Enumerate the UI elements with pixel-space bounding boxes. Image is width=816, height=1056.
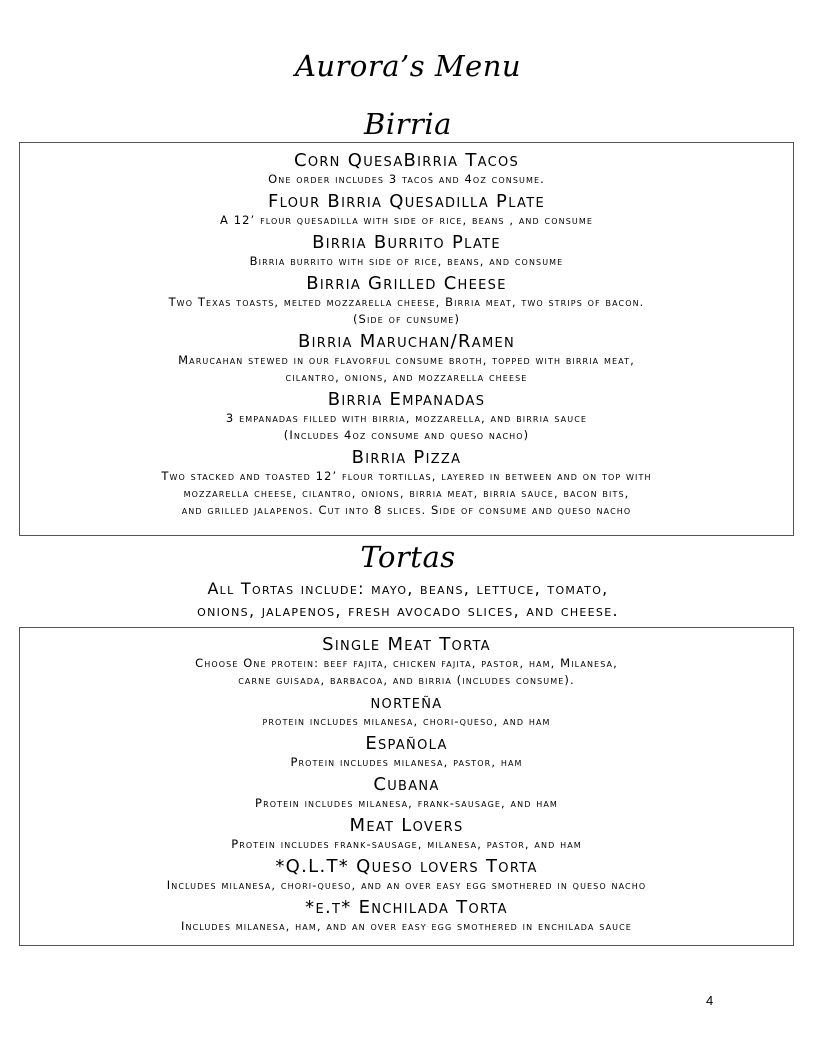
description-line: Birria burrito with side of rice, beans, and consume xyxy=(249,254,564,268)
item-name: Corn QuesaBirria Tacos xyxy=(293,150,520,171)
item-description xyxy=(20,253,793,270)
item-description xyxy=(20,410,793,444)
item-description xyxy=(20,171,793,188)
intro-line: All Tortas include: mayo, beans, lettuce, tomato, xyxy=(207,579,609,598)
item-name: Cubana xyxy=(373,774,440,795)
tortas-menu-box xyxy=(19,627,794,946)
item-description xyxy=(20,294,793,328)
description-line: A 12’ flour quesadilla with side of rice, beans , and consume xyxy=(220,213,593,227)
description-line: One order includes 3 tacos and 4oz consume. xyxy=(268,172,545,186)
description-line: Two stacked and toasted 12’ flour tortillas, layered in between and on top with xyxy=(161,469,652,483)
description-line: protein includes milanesa, chori-queso, and ham xyxy=(262,714,551,728)
item-name: Single Meat Torta xyxy=(322,634,491,655)
menu-item xyxy=(20,857,793,894)
item-name: Española xyxy=(365,733,448,754)
menu-title: Aurora’s Menu xyxy=(294,49,522,83)
description-line: Protein includes milanesa, frank-sausage, and ham xyxy=(255,796,558,810)
item-description xyxy=(20,836,793,853)
description-line: Marucahan stewed in our flavorful consume broth, topped with birria meat, xyxy=(178,353,635,367)
description-line: Includes milanesa, ham, and an over easy egg smothered in enchilada sauce xyxy=(181,919,632,933)
description-line: carne guisada, barbacoa, and birria (includes consume). xyxy=(238,673,575,687)
menu-item xyxy=(20,151,793,188)
menu-item xyxy=(20,775,793,812)
item-description xyxy=(20,754,793,771)
item-description xyxy=(20,352,793,386)
description-line: Protein includes frank-sausage, milanesa, pastor, and ham xyxy=(231,837,582,851)
item-description xyxy=(20,468,793,519)
item-name: Birria Maruchan/Ramen xyxy=(297,331,516,352)
description-line: Choose One protein: beef fajita, chicken fajita, pastor, ham, Milanesa, xyxy=(195,656,618,670)
menu-item xyxy=(20,233,793,270)
menu-item xyxy=(20,448,793,519)
item-description xyxy=(20,655,793,689)
description-line: and grilled jalapenos. Cut into 8 slices. Side of consume and queso nacho xyxy=(181,503,632,517)
item-name: Birria Empanadas xyxy=(327,389,486,410)
menu-item xyxy=(20,816,793,853)
item-name: Meat Lovers xyxy=(349,815,464,836)
tortas-section-title: Tortas xyxy=(360,540,456,574)
description-line: Includes milanesa, chori-queso, and an over easy egg smothered in queso nacho xyxy=(166,878,647,892)
item-description xyxy=(20,212,793,229)
item-name: *e.t* Enchilada Torta xyxy=(305,897,508,918)
item-name: Birria Pizza xyxy=(351,447,462,468)
item-name: Birria Grilled Cheese xyxy=(306,273,507,294)
menu-item xyxy=(20,693,793,730)
menu-item xyxy=(20,274,793,328)
description-line: mozzarella cheese, cilantro, onions, birria meat, birria sauce, bacon bits, xyxy=(183,486,630,500)
menu-item xyxy=(20,390,793,444)
description-line: cilantro, onions, and mozzarella cheese xyxy=(285,370,528,384)
menu-item xyxy=(20,898,793,935)
item-description xyxy=(20,918,793,935)
item-name: norteña xyxy=(370,692,443,713)
description-line: Two Texas toasts, melted mozzarella cheese, Birria meat, two strips of bacon. xyxy=(168,295,645,309)
item-name: Flour Birria Quesadilla Plate xyxy=(268,191,545,212)
description-line: Protein includes milanesa, pastor, ham xyxy=(290,755,523,769)
description-line: 3 empanadas filled with birria, mozzarella, and birria sauce xyxy=(225,411,588,425)
menu-item xyxy=(20,332,793,386)
item-description xyxy=(20,877,793,894)
description-line: (Side of cunsume) xyxy=(352,312,461,326)
intro-line: onions, jalapenos, fresh avocado slices, and cheese. xyxy=(197,601,619,620)
birria-section-title: Birria xyxy=(364,107,452,141)
menu-item xyxy=(20,635,793,689)
item-name: Birria Burrito Plate xyxy=(312,232,501,253)
item-description xyxy=(20,713,793,730)
menu-item xyxy=(20,734,793,771)
description-line: (Includes 4oz consume and queso nacho) xyxy=(283,428,530,442)
item-name: *Q.L.T* Queso lovers Torta xyxy=(275,856,538,877)
item-description xyxy=(20,795,793,812)
page-number: 4 xyxy=(706,993,714,1008)
tortas-intro xyxy=(0,578,816,622)
birria-menu-box xyxy=(19,142,794,536)
menu-item xyxy=(20,192,793,229)
